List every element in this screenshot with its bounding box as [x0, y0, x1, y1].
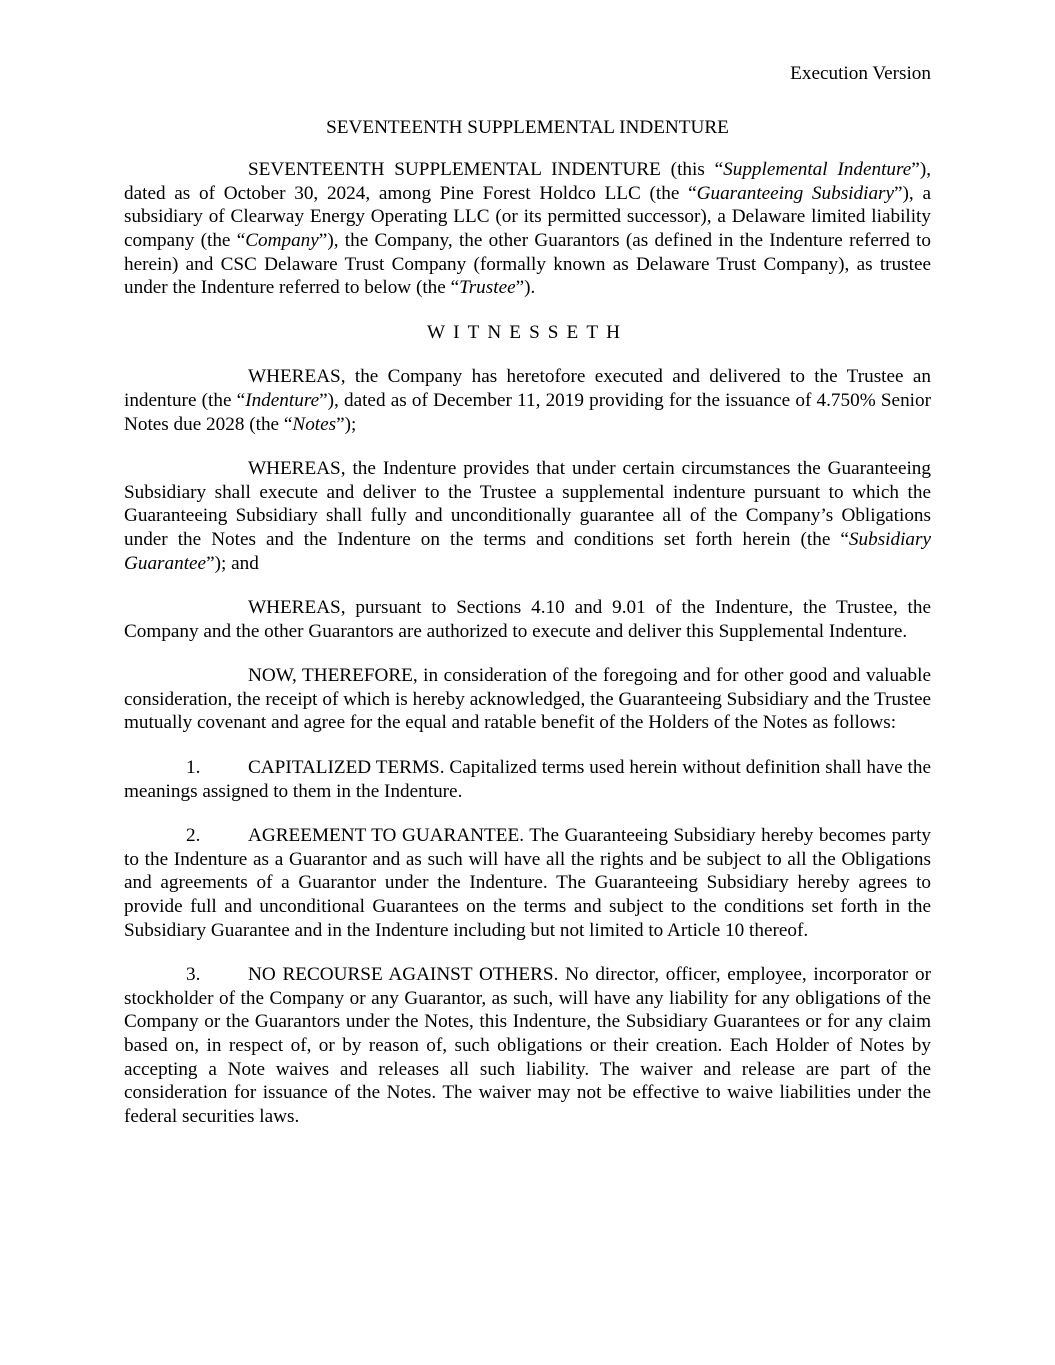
text-segment: ”); [336, 413, 357, 435]
defined-term: Supplemental Indenture [723, 159, 912, 181]
defined-term: Indenture [245, 389, 320, 411]
section-number: 1. [186, 757, 201, 779]
defined-term: Company [245, 229, 319, 251]
paragraph [124, 158, 931, 300]
defined-term: Notes [292, 413, 337, 435]
text-segment: ”), dated as of December 11, 2019 providing for the issuance of 4.750% Senior Notes due 2028 (the “ [124, 389, 931, 435]
text-segment: AGREEMENT TO GUARANTEE. The Guaranteeing Subsidiary hereby becomes party to the Indenture as a Guarantor and as such will have all the rights and be subject to all the Obligations and agreements of a Guarantor under the Indenture. The Guaranteeing Subsidiary hereby agrees to provide full and unconditional Guarantees on the terms and subject to the conditions set forth in the Subsidiary Guarantee and in the Indenture including but not limited to Article 10 thereof. [124, 825, 931, 941]
paragraph [124, 664, 931, 735]
document-body [124, 158, 931, 1128]
text-segment: SEVENTEENTH SUPPLEMENTAL INDENTURE (this “ [248, 159, 724, 181]
text-segment: ”), the Company, the other Guarantors (as defined in the Indenture referred to herein) and CSC Delaware Trust Company (formally known as Delaware Trust Company), as trustee under the Indenture referred to below (the “ [124, 229, 931, 299]
text-segment: ”). [515, 277, 536, 299]
defined-term: Trustee [459, 277, 516, 299]
defined-term: Subsidiary Guarantee [124, 528, 931, 574]
text-segment: ”), a subsidiary of Clearway Energy Operating LLC (or its permitted successor), a Delaware limited liability company (the “ [124, 182, 931, 251]
numbered-section [124, 756, 931, 803]
defined-term: Guaranteeing Subsidiary [696, 182, 895, 204]
text-segment: WHEREAS, the Indenture provides that under certain circumstances the Guaranteeing Subsidiary shall execute and deliver to the Trustee a supplemental indenture pursuant to which the Guaranteeing Subsidiary shall fully and unconditionally guarantee all of the Company’s Obligations under the Notes and the Indenture on the terms and conditions set forth herein (the “ [124, 458, 931, 550]
version-label: Execution Version [790, 63, 931, 84]
section-heading: WITNESSETH [426, 321, 629, 343]
paragraph [124, 457, 931, 575]
paragraph [124, 365, 931, 436]
document-page [124, 62, 931, 1149]
numbered-section [124, 824, 931, 942]
text-segment: WHEREAS, pursuant to Sections 4.10 and 9.01 of the Indenture, the Trustee, the Company and the other Guarantors are authorized to execute and deliver this Supplemental Indenture. [124, 597, 931, 642]
text-segment: NOW, THEREFORE, in consideration of the foregoing and for other good and valuable consideration, the receipt of which is hereby acknowledged, the Guaranteeing Subsidiary and the Trustee mutually covenant and agree for the equal and ratable benefit of the Holders of the Notes as follows: [124, 665, 931, 734]
numbered-section [124, 963, 931, 1128]
text-segment: WHEREAS, the Company has heretofore executed and delivered to the Trustee an indenture (the “ [124, 366, 931, 411]
section-number: 2. [186, 825, 201, 847]
text-segment: CAPITALIZED TERMS. Capitalized terms used herein without definition shall have the meanings assigned to them in the Indenture. [124, 757, 931, 802]
text-segment: ”); and [206, 552, 259, 574]
document-title: SEVENTEENTH SUPPLEMENTAL INDENTURE [326, 116, 729, 138]
text-segment: ”), dated as of October 30, 2024, among Pine Forest Holdco LLC (the “ [124, 159, 931, 204]
section-number: 3. [186, 964, 201, 986]
paragraph [124, 596, 931, 643]
text-segment: NO RECOURSE AGAINST OTHERS. No director, officer, employee, incorporator or stockholder of the Company or any Guarantor, as such, will have any liability for any obligations of the Company or the Guarantors under the Notes, this Indenture, the Subsidiary Guarantees or for any claim based on, in respect of, or by reason of, such obligations or their creation. Each Holder of Notes by accepting a Note waives and releases all such liability. The waiver and release are part of the consideration for issuance of the Notes. The waiver may not be effective to waive liabilities under the federal securities laws. [124, 964, 931, 1127]
